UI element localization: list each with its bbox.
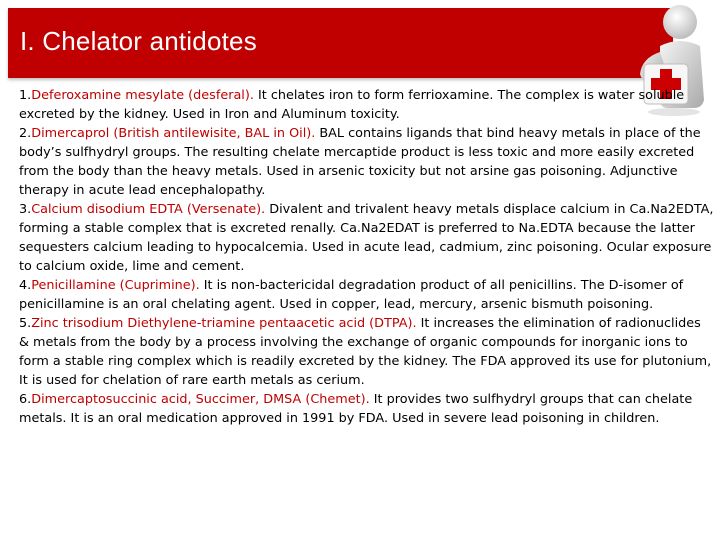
item-text: BAL contains ligands that bind heavy metals in place of the body’s sulfhydryl groups. The resulting chelate mercaptide product is less toxic and more easily excreted from the body than the heavy metals. Used in arsenic toxicity but not arsine gas poisoning. Adjunctive therapy in acute lead encephalopathy.	[19, 126, 701, 198]
list-item	[19, 124, 714, 200]
item-number: 1.	[19, 88, 32, 103]
item-text: It provides two sulfhydryl groups that can chelate metals. It is an oral medication approved in 1991 by FDA. Used in severe lead poisoning in children.	[19, 392, 693, 426]
item-text: It increases the elimination of radionuclides & metals from the body by a process involving the exchange of organic compounds for inorganic ions to form a stable ring complex which is readily excreted by the kidney. The FDA approved its use for plutonium, It is used for chelation of rare earth metals as cerium.	[19, 316, 712, 388]
list-item	[19, 314, 714, 390]
slide-title: I. Chelator antidotes	[20, 26, 257, 56]
item-name: Penicillamine (Cuprimine).	[31, 278, 200, 293]
list-item	[19, 86, 714, 124]
list-item	[19, 200, 714, 276]
title-bar	[8, 8, 673, 78]
item-text: It is non-bactericidal degradation product of all penicillins. The D-isomer of penicillamine is an oral chelating agent. Used in copper, lead, mercury, arsenic bismuth poisoning.	[19, 278, 684, 312]
item-name: Zinc trisodium Diethylene-triamine pentaacetic acid (DTPA).	[31, 316, 417, 331]
item-name: Dimercaptosuccinic acid, Succimer, DMSA (Chemet).	[31, 392, 370, 407]
item-text: It chelates iron to form ferrioxamine. The complex is water soluble excreted by the kidney. Used in Iron and Aluminum toxicity.	[19, 88, 685, 122]
item-name: Calcium disodium EDTA (Versenate).	[31, 202, 266, 217]
list-item	[19, 390, 714, 428]
item-number: 2.	[19, 126, 32, 141]
list-item	[19, 276, 714, 314]
item-number: 4.	[19, 278, 32, 293]
item-name: Deferoxamine mesylate (desferal).	[31, 88, 254, 103]
item-number: 3.	[19, 202, 32, 217]
item-name: Dimercaprol (British antilewisite, BAL in Oil).	[31, 126, 316, 141]
item-number: 6.	[19, 392, 32, 407]
chelator-list	[19, 86, 714, 428]
item-text: Divalent and trivalent heavy metals displace calcium in Ca.Na2EDTA, forming a stable complex that is excreted renally. Ca.Na2EDAT is preferred to Na.EDTA because the latter sequesters calcium leading to hypocalcemia. Used in acute lead, cadmium, zinc poisoning. Ocular exposure to calcium oxide, lime and cement.	[19, 202, 714, 274]
item-number: 5.	[19, 316, 32, 331]
